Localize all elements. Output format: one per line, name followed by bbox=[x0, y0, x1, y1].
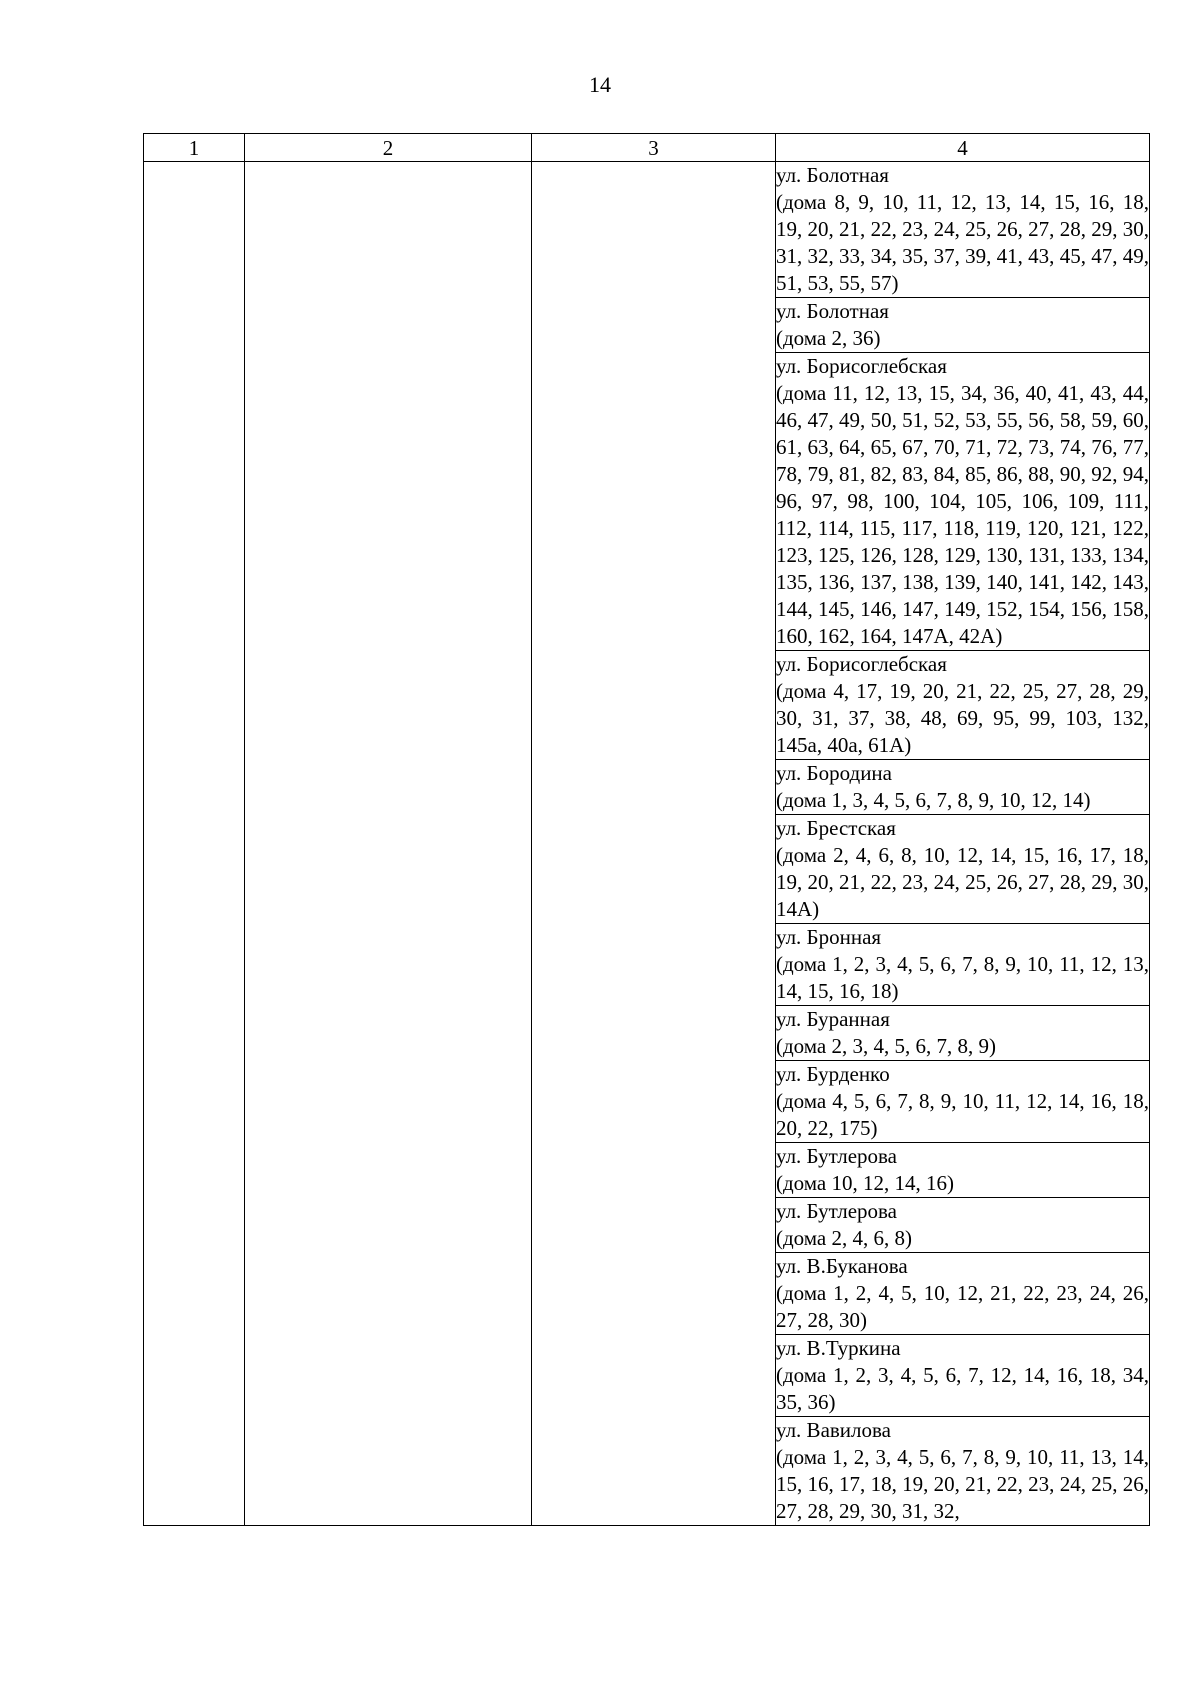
column-header-4: 4 bbox=[776, 134, 1150, 162]
house-list: (дома 2, 4, 6, 8) bbox=[776, 1226, 912, 1250]
street-name: ул. Борисоглебская bbox=[776, 354, 947, 378]
column-3-cell bbox=[532, 162, 776, 1526]
house-list: (дома 11, 12, 13, 15, 34, 36, 40, 41, 43, 44, 46, 47, 49, 50, 51, 52, 53, 55, 56, 58, 59, 60, 61, 63, 64, 65, 67, 70, 71, 72, 73, 74, 76, 77, 78, 79, 81, 82, 83, 84, 85, 86, 88, 90, 92, 94, 96, 97, 98, 100, 104, 105, 106, 109, 111, 112, 114, 115, 117, 118, 119, 120, 121, 122, 123, 125, 126, 128, 129, 130, 131, 133, 134, 135, 136, 137, 138, 139, 140, 141, 142, 143, 144, 145, 146, 147, 149, 152, 154, 156, 158, 160, 162, 164, 147А, 42А) bbox=[776, 381, 1149, 648]
address-entry bbox=[776, 298, 1150, 353]
street-name: ул. Бородина bbox=[776, 761, 892, 785]
house-list: (дома 8, 9, 10, 11, 12, 13, 14, 15, 16, 18, 19, 20, 21, 22, 23, 24, 25, 26, 27, 28, 29, 30, 31, 32, 33, 34, 35, 37, 39, 41, 43, 45, 47, 49, 51, 53, 55, 57) bbox=[776, 190, 1149, 295]
table-row bbox=[144, 162, 1150, 298]
address-entry bbox=[776, 815, 1150, 924]
street-name: ул. Болотная bbox=[776, 163, 889, 187]
house-list: (дома 4, 5, 6, 7, 8, 9, 10, 11, 12, 14, 16, 18, 20, 22, 175) bbox=[776, 1089, 1149, 1140]
house-list: (дома 2, 4, 6, 8, 10, 12, 14, 15, 16, 17, 18, 19, 20, 21, 22, 23, 24, 25, 26, 27, 28, 29, 30, 14А) bbox=[776, 843, 1149, 921]
street-name: ул. Бронная bbox=[776, 925, 882, 949]
address-entry bbox=[776, 651, 1150, 760]
address-entry bbox=[776, 353, 1150, 651]
street-name: ул. В.Туркина bbox=[776, 1336, 901, 1360]
page-number: 14 bbox=[589, 72, 611, 97]
column-header-1: 1 bbox=[144, 134, 245, 162]
house-list: (дома 2, 3, 4, 5, 6, 7, 8, 9) bbox=[776, 1034, 996, 1058]
address-entry bbox=[776, 1417, 1150, 1526]
house-list: (дома 1, 2, 3, 4, 5, 6, 7, 12, 14, 16, 18, 34, 35, 36) bbox=[776, 1363, 1149, 1414]
header-row bbox=[144, 134, 1150, 162]
street-name: ул. Бутлерова bbox=[776, 1144, 898, 1168]
street-name: ул. Бурденко bbox=[776, 1062, 890, 1086]
address-entry bbox=[776, 760, 1150, 815]
street-name: ул. Вавилова bbox=[776, 1418, 891, 1442]
table-header bbox=[144, 134, 1150, 162]
address-table bbox=[143, 133, 1150, 1526]
column-header-3: 3 bbox=[532, 134, 776, 162]
column-1-cell bbox=[144, 162, 245, 1526]
address-entry bbox=[776, 1143, 1150, 1198]
address-entry bbox=[776, 1253, 1150, 1335]
house-list: (дома 1, 2, 3, 4, 5, 6, 7, 8, 9, 10, 11, 12, 13, 14, 15, 16, 18) bbox=[776, 952, 1149, 1003]
house-list: (дома 1, 2, 3, 4, 5, 6, 7, 8, 9, 10, 11, 13, 14, 15, 16, 17, 18, 19, 20, 21, 22, 23, 24, 25, 26, 27, 28, 29, 30, 31, 32, bbox=[776, 1445, 1149, 1523]
address-entry bbox=[776, 1198, 1150, 1253]
street-name: ул. Бутлерова bbox=[776, 1199, 898, 1223]
street-name: ул. В.Буканова bbox=[776, 1254, 908, 1278]
column-header-2: 2 bbox=[245, 134, 532, 162]
street-name: ул. Буранная bbox=[776, 1007, 890, 1031]
street-name: ул. Болотная bbox=[776, 299, 889, 323]
house-list: (дома 4, 17, 19, 20, 21, 22, 25, 27, 28, 29, 30, 31, 37, 38, 48, 69, 95, 99, 103, 132, 145а, 40а, 61А) bbox=[776, 679, 1149, 757]
address-entry bbox=[776, 1061, 1150, 1143]
address-entry bbox=[776, 162, 1150, 298]
address-entry bbox=[776, 1006, 1150, 1061]
house-list: (дома 1, 3, 4, 5, 6, 7, 8, 9, 10, 12, 14) bbox=[776, 788, 1091, 812]
table-body bbox=[144, 162, 1150, 1526]
address-entry bbox=[776, 1335, 1150, 1417]
address-entry bbox=[776, 924, 1150, 1006]
house-list: (дома 10, 12, 14, 16) bbox=[776, 1171, 954, 1195]
street-name: ул. Брестская bbox=[776, 816, 896, 840]
house-list: (дома 1, 2, 4, 5, 10, 12, 21, 22, 23, 24, 26, 27, 28, 30) bbox=[776, 1281, 1149, 1332]
column-2-cell bbox=[245, 162, 532, 1526]
house-list: (дома 2, 36) bbox=[776, 326, 881, 350]
street-name: ул. Борисоглебская bbox=[776, 652, 947, 676]
